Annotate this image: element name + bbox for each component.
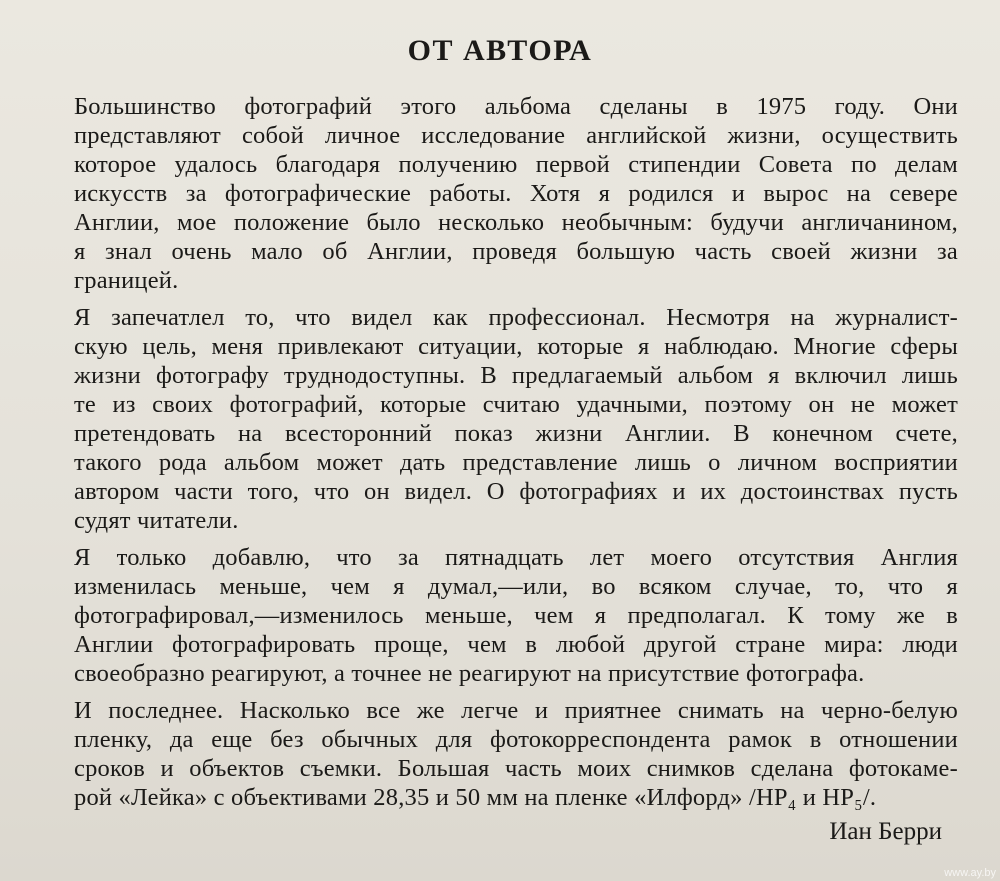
text-line: автором части того, что он видел. О фотографиях и их достоинствах пусть xyxy=(74,478,958,505)
text-line: Англии фотографировать проще, чем в любой другой стране мира: люди xyxy=(74,631,958,658)
text-line: я знал очень мало об Англии, проведя большую часть своей жизни за xyxy=(74,238,958,265)
text-line: которое удалось благодаря получению первой стипендии Совета по делам xyxy=(74,151,958,178)
text-line: изменилась меньше, чем я думал,—или, во всяком случае, то, что я xyxy=(74,573,958,600)
text-line: своеобразно реагируют, а точнее не реагируют на присутствие фотографа. xyxy=(74,660,865,687)
text-line: сроков и объектов съемки. Большая часть моих снимков сделана фотокаме- xyxy=(74,755,958,782)
author-signature: Иан Берри xyxy=(829,818,942,845)
text-line: пленку, да еще без обычных для фотокорреспондента рамок в отношении xyxy=(74,726,958,753)
text-line: И последнее. Насколько все же легче и приятнее снимать на черно-белую xyxy=(74,697,958,724)
text-line: Большинство фотографий этого альбома сделаны в 1975 году. Они xyxy=(74,93,958,120)
text-line: искусств за фотографические работы. Хотя я родился и вырос на севере xyxy=(74,180,958,207)
text-line: судят читатели. xyxy=(74,507,239,534)
text-line: претендовать на всесторонний показ жизни Англии. В конечном счете, xyxy=(74,420,958,447)
text-line: такого рода альбом может дать представление лишь о личном восприятии xyxy=(74,449,958,476)
page-body xyxy=(74,92,958,820)
text-line: скую цель, меня привлекают ситуации, которые я наблюдаю. Многие сферы xyxy=(74,333,958,360)
paragraph-2 xyxy=(74,303,958,535)
text-line: представляют собой личное исследование английской жизни, осуществить xyxy=(74,122,958,149)
text-line: рой «Лейка» с объективами 28,35 и 50 мм на пленке «Илфорд» /HP₄ и HP₅/. xyxy=(74,784,877,811)
text-line: Я только добавлю, что за пятнадцать лет моего отсутствия Англия xyxy=(74,544,958,571)
page-title: ОТ АВТОРА xyxy=(407,34,593,67)
text-line: фотографировал,—изменилось меньше, чем я предполагал. К тому же в xyxy=(74,602,958,629)
text-line: границей. xyxy=(74,267,179,294)
paragraph-3 xyxy=(74,543,958,688)
watermark: www.ay.by xyxy=(944,867,996,879)
text-line: Англии, мое положение было несколько необычным: будучи англичанином, xyxy=(74,209,958,236)
paragraph-1 xyxy=(74,92,958,295)
text-line: Я запечатлел то, что видел как профессионал. Несмотря на журналист- xyxy=(74,304,958,331)
text-line: жизни фотографу труднодоступны. В предлагаемый альбом я включил лишь xyxy=(74,362,958,389)
text-line: те из своих фотографий, которые считаю удачными, поэтому он не может xyxy=(74,391,958,418)
paragraph-4 xyxy=(74,696,958,812)
